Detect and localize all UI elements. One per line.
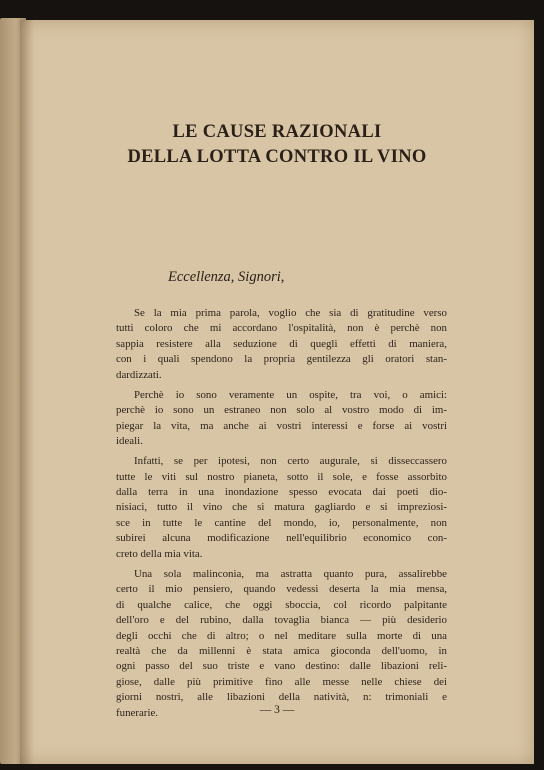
text-line: realtà che da millenni è stata amica gioconda dell'uomo, in	[116, 644, 447, 657]
text-line: di qualche calice, che oggi sboccia, col ricordo palpitante	[116, 598, 447, 611]
paragraph	[116, 567, 447, 721]
title-line-2: DELLA LOTTA CONTRO IL VINO	[127, 147, 427, 167]
text-line: ogni passo del suo triste e vano destino: dalle libazioni reli-	[116, 660, 447, 673]
salutation: Eccellenza, Signori,	[168, 269, 285, 285]
body-text	[116, 306, 447, 726]
text-line: Perchè io sono veramente un ospite, tra voi, o amici:	[134, 388, 447, 401]
text-line: subirei alcuna modificazione nell'equilibrio economico con-	[116, 532, 447, 545]
text-line: certo il mio pensiero, quando vedessi deserta la mia mensa,	[116, 583, 447, 596]
text-line: con i quali spendono la propria gentilezza gli oratori stan-	[116, 353, 447, 366]
paragraph	[116, 454, 447, 562]
paragraph	[116, 306, 447, 383]
text-line: ideali.	[116, 435, 143, 448]
text-line: perchè io sono un estraneo non solo al vostro modo di im-	[116, 404, 447, 417]
text-line: Se la mia prima parola, voglio che sia di gratitudine verso	[134, 307, 447, 319]
text-line: dalla terra in una inondazione spesso evocata dai poeti dio-	[116, 486, 447, 499]
page-title	[20, 120, 534, 170]
text-line: nisiaci, tutto il vino che si matura gagliardo e si impreziosi-	[116, 501, 447, 514]
paragraph	[116, 388, 447, 450]
text-line: funerarie.	[116, 706, 159, 719]
text-line: dardizzati.	[116, 368, 162, 381]
text-line: degli occhi che di altro; o nel meditare sulla morte di una	[116, 629, 447, 642]
text-line: sce in tutte le cantine del mondo, io, personalmente, non	[116, 516, 447, 529]
text-line: giose, dalle più primitive fino alle messe nelle chiese dei	[116, 675, 447, 688]
text-line: piegar la vita, ma anche ai vostri interessi e forse ai vostri	[116, 419, 447, 432]
text-line: dell'oro e del rubino, dalla tovaglia bianca — più desiderio	[116, 614, 447, 627]
page-number: — 3 —	[259, 704, 295, 716]
text-line: giorni nostri, alle libazioni della natività, n: trimoniali e	[116, 691, 447, 704]
title-line-1: LE CAUSE RAZIONALI	[172, 122, 382, 142]
text-line: sappia resistere alla seduzione di quegli effetti di maniera,	[116, 337, 447, 350]
text-line: tutti coloro che mi accordano l'ospitalità, non è perchè non	[116, 322, 447, 335]
text-line: Una sola malinconia, ma astratta quanto pura, assalirebbe	[134, 567, 447, 580]
text-line: Infatti, se per ipotesi, non certo augurale, si disseccassero	[134, 455, 447, 468]
text-line: creto della mia vita.	[116, 547, 203, 560]
text-line: tutte le viti sul nostro pianeta, sotto il sole, e fosse assorbito	[116, 470, 447, 483]
book-page	[20, 20, 534, 764]
